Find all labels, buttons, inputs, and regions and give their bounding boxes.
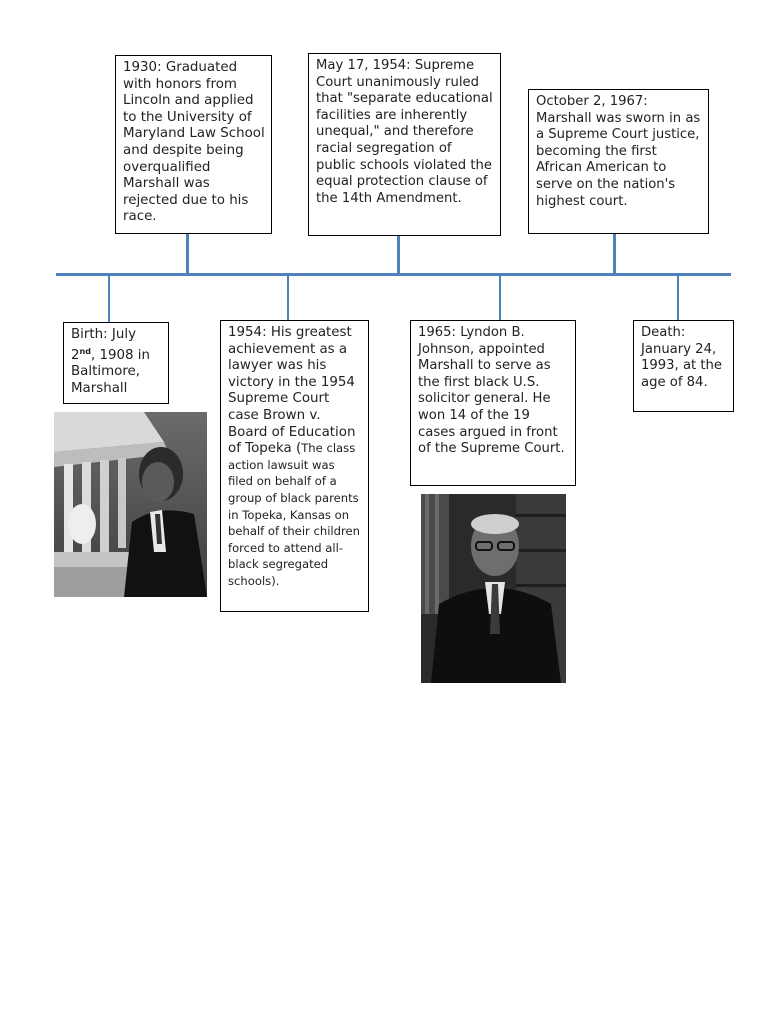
connector-1954-ruling (397, 235, 400, 274)
birth-text-suffix: , 1908 in Baltimore, Marshall (71, 347, 151, 396)
event-text-1967: October 2, 1967: Marshall was sworn in as a Supreme Court justice, becoming the first African American to serve on the nation's highest court. (536, 94, 701, 209)
connector-death (677, 276, 679, 320)
event-box-birth (63, 322, 169, 404)
photo-judicial-robe-graphic (421, 494, 566, 683)
event-text-1954-ruling: May 17, 1954: Supreme Court unanimously ruled that "separate educational facilities are inherently unequal," and therefore racial segregation of public schools violated the equal protection clause of the 14th Amendment. (316, 58, 493, 206)
photo-marshall-supreme-court-steps (54, 412, 207, 597)
event-box-1954-ruling (308, 53, 501, 236)
event-box-death (633, 320, 734, 412)
birth-text-prefix: Birth: July 2 (71, 327, 136, 363)
event-text-1930: 1930: Graduated with honors from Lincoln and applied to the University of Maryland Law School and despite being overqualified Marshall was rejected due to his race. (123, 60, 265, 225)
photo-marshall-judicial-robe (421, 494, 566, 683)
event-text-1954-case: 1954: His greatest achievement as a lawyer was his victory in the 1954 Supreme Court case Brown v. Board of Education of Topeka ( (228, 325, 356, 457)
photo-supreme-court-graphic (54, 412, 207, 597)
event-box-1954-case (220, 320, 369, 612)
event-box-1965 (410, 320, 576, 486)
connector-birth (108, 276, 110, 322)
event-note-1954-case: The class action lawsuit was filed on behalf of a group of black parents in Topeka, Kansas on behalf of their children forced to attend all-black segregated schools). (228, 441, 361, 588)
event-text-1965: 1965: Lyndon B. Johnson, appointed Marshall to serve as the first black U.S. solicitor general. He won 14 of the 19 cases argued in front of the Supreme Court. (418, 325, 565, 457)
event-text-death: Death: January 24, 1993, at the age of 84. (641, 325, 723, 390)
connector-1967 (613, 233, 616, 274)
event-box-1930 (115, 55, 272, 234)
event-box-1967 (528, 89, 709, 234)
timeline-axis (56, 273, 731, 276)
birth-text-sup: nd (79, 346, 91, 356)
connector-1954-case (287, 276, 289, 321)
connector-1930 (186, 233, 189, 274)
connector-1965 (499, 276, 501, 321)
